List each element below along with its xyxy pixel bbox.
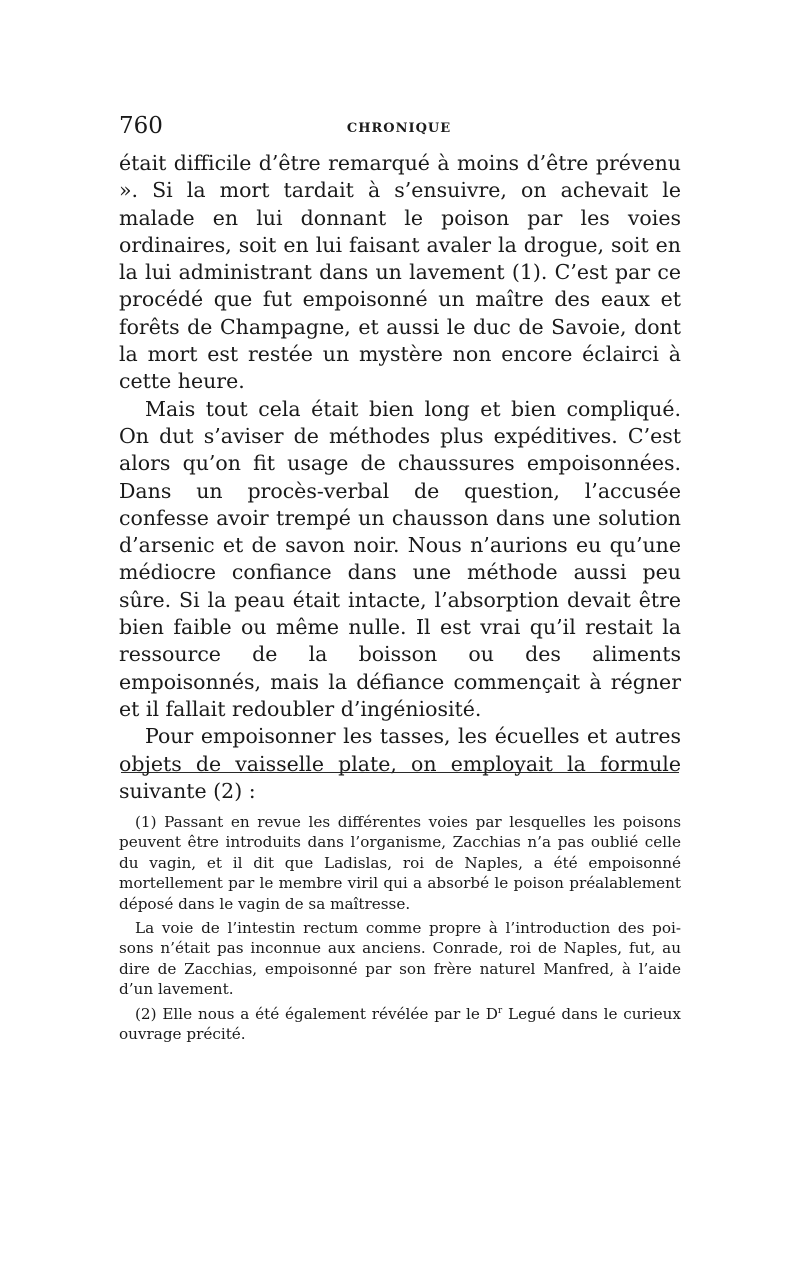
paragraph-1: était difficile d’être remarqué à moins d’être prévenu ». Si la mort tardait à s’ensuivre, on achevait le malade en lui donnant le poison par les voies ordinaires, soit en lui faisant avaler la drogue, soit en la lui administrant dans un lavement (1). C’est par ce procédé que fut empoisonné un maître des eaux et forêts de Champagne, et aussi le duc de Savoie, dont la mort est restée un mystère non encore éclairci à cette heure. [119,151,681,394]
main-text [119,150,681,805]
page-number: 760 [119,113,163,139]
footnotes [119,812,681,1048]
page-header [119,112,679,144]
footnote-2-text-end: Legué dans le curieux ouvrage précité. [119,1004,681,1044]
footnote-2-text-start: (2) Elle nous a été également révélée par le D [135,1004,498,1023]
running-title: CHRONIQUE [346,121,452,136]
footnote-1: (1) Passant en revue les différentes voies par lesquelles les poisons peuvent être introduits dans l’organisme, Zacchias n’a pas oublié celle du vagin, et il dit que Ladislas, roi de Naples, a été empoisonné mortellement par le membre viril qui a absorbé le poison préalablement déposé dans le vagin de sa maîtresse. [119,813,681,913]
footnote-1-continued: La voie de l’intestin rectum comme propre à l’introduction des poisons n’était pas inconnue aux anciens. Conrade, roi de Naples, fut, au dire de Zacchias, empoisonné par son frère naturel Manfred, à l’aide d’un lavement. [119,919,681,999]
paragraph-2: Mais tout cela était bien long et bien compliqué. On dut s’aviser de méthodes plus expéditives. C’est alors qu’on fit usage de chaussures empoisonnées. Dans un procès-verbal de question, l’accusée confesse avoir trempé un chausson dans une solution d’arsenic et de savon noir. Nous n’aurions eu qu’une médiocre confiance dans une méthode aussi peu sûre. Si la peau était intacte, l’absorption devait être bien faible ou même nulle. Il est vrai qu’il restait la ressource de la boisson ou des aliments empoisonnés, mais la défiance commençait à régner et il fallait redoubler d’ingéniosité. [119,396,681,721]
footnote-2 [119,1004,681,1045]
footnote-separator [121,772,679,773]
paragraph-3: Pour empoisonner les tasses, les écuelles et autres objets de vaisselle plate, on employait la formule suivante (2) : [119,724,681,803]
footnote-2-superscript: r [497,1005,503,1016]
